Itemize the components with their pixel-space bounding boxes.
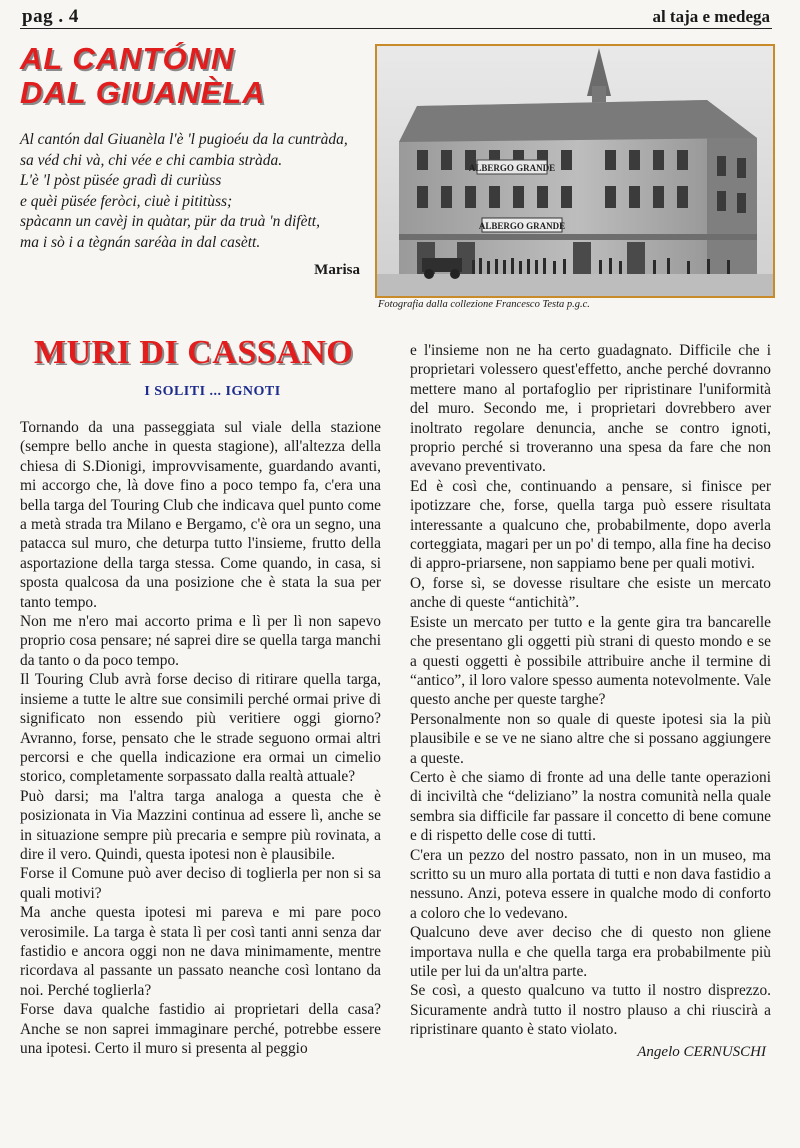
sign-top: ALBERGO GRANDE	[468, 163, 556, 173]
paragraph: Ma anche questa ipotesi mi pareva e mi pare poco verosimile. La targa è stata lì per così tanti anni senza dar fastidio e ancora oggi non ne dava minimamente, mentre ricordava al passante un passato neanche così lontano da noi. Perché toglierla?	[20, 904, 381, 999]
poem-line: sa véd chi và, chi vée e chi cambia stràda.	[20, 151, 283, 169]
magazine-name: al taja e medega	[652, 7, 770, 26]
poem-line: Al cantón dal Giuanèla l'è 'l pugioéu da la cuntràda,	[20, 131, 348, 148]
sign-bottom: ALBERGO GRANDE	[478, 221, 566, 231]
cantonn-title-line1: AL CANTÓNN	[20, 41, 235, 76]
article-title: MURI DI CASSANO	[34, 334, 354, 371]
article-author: Angelo CERNUSCHI	[637, 1044, 766, 1060]
paragraph: Forse il Comune può aver deciso di toglierla per non si sa quali motivi?	[20, 865, 381, 902]
paragraph: Personalmente non so quale di queste ipotesi sia la più plausibile e se ve ne siano altre che si possano aggiungere a queste.	[410, 710, 771, 767]
paragraph: Qualcuno deve aver deciso che di questo non gliene importava nulla e che quella targa era probabilmente più utile per lui da un'altra parte.	[410, 924, 771, 980]
paragraph: e l'insieme non ne ha certo guadagnato. Difficile che i proprietari volessero quest'effetto, anche perché dovranno mettere mano al portafoglio per ripristinare l'uniformità del muro. Secondo me, i proprietari dovrebbero aver inoltrato regolare denuncia, anche se contro ignoti, proprio perché si troveranno una spesa da fare che non avevano preventivato.	[410, 342, 771, 476]
cantonn-title	[20, 42, 360, 110]
poem-line: L'è 'l pòst püsée gradì di curiùss	[20, 172, 222, 189]
poem-line: ma i sò i a tègnán saréàa in dal casètt.	[20, 233, 261, 251]
hotel-building-illustration	[377, 46, 773, 296]
cantonn-title-line2: DAL GIUANÈLA	[20, 75, 266, 110]
paragraph: Tornando da una passeggiata sul viale della stazione (sempre bello anche in questa stagione), all'altezza della chiesa di S.Dionigi, improvvisamente, guardando avanti, mi accorgo che, là dove fino a poco tempo fa, c'era una bella targa del Touring Club che indicava quel punto come a metà strada tra Milano e Bergamo, c'è ora un segno, una patacca sul muro, che deturpa tutto l'insieme, frutto della asportazione della targa stessa. Come quando, in casa, si sposta qualcosa da una posizione che è stata la sua per tanto tempo.	[20, 419, 381, 611]
paragraph: O, forse sì, se dovesse risultare che esiste un mercato anche di queste “antichità”.	[410, 574, 771, 612]
paragraph: Ed è così che, continuando a pensare, si finisce per ipotizzare che, forse, quella targa può essere risultata interessante a qualcuno che, probabilmente, dopo averla corteggiata, magari per un po' di tempo, alla fine ha deciso di appro-priarsene, non sappiamo bene per quali motivi.	[410, 477, 771, 573]
paragraph: Non me n'ero mai accorto prima e lì per lì non sapevo proprio cosa pensare; né saprei dire se quella targa manchi da tanto o da poco tempo.	[20, 613, 381, 669]
article-column-2	[410, 341, 771, 1040]
paragraph: Forse dava qualche fastidio ai proprietari della casa? Anche se non saprei immaginare perché, potrebbe essere una ipotesi. Certo il muro si presenta al peggio	[20, 1001, 381, 1057]
article-subtitle: I SOLITI ... IGNOTI	[144, 384, 281, 399]
paragraph: C'era un pezzo del nostro passato, non in un museo, ma scritto su un muro alla portata di tutti e non dava fastidio a nessuno. Anzi, poteva essere in qualche modo di conforto a coloro che lo vedevano.	[410, 846, 771, 922]
article-column-1	[20, 418, 381, 1058]
poem	[20, 130, 365, 253]
paragraph: Se così, a questo qualcuno va tutto il nostro disprezzo. Sicuramente andrà tutto il nostro plauso a chi riuscirà a ripristinare quanto è stato violato.	[410, 982, 771, 1039]
poem-signature: Marisa	[314, 262, 360, 278]
paragraph: Esiste un mercato per tutto e la gente gira tra bancarelle che presentano gli oggetti più strani di questo mondo e se a questi oggetti è possibile attribuire anche il termine di “antico”, il loro valore spesso aumenta notevolmente. Vale questo anche per queste targhe?	[410, 613, 771, 709]
paragraph: Può darsi; ma l'altra targa analoga a questa che è posizionata in Via Mazzini continua ad essere lì, anche se in situazione sempre più precaria e sempre più rovinata, a dire il vero. Quindi, questa ipotesi non è plausibile.	[20, 787, 381, 863]
historic-photo	[375, 44, 775, 298]
paragraph: Il Touring Club avrà forse deciso di ritirare quella targa, insieme a tutte le altre sue consimili perché ormai prive di significato non essendo più veritiere oggi giorno? Avranno, forse, pensato che le strade seguono ormai altri percorsi e che quella indicazione era ormai un cimelio storico, completamente sorpassato dalla realtà attuale?	[20, 671, 381, 786]
poem-line: spàcann un cavèj in quàtar, pür da truà 'n difètt,	[20, 213, 320, 230]
poem-line: e quèi püsée feròci, ciuè i pititùss;	[20, 192, 233, 210]
page-number: pag . 4	[22, 6, 79, 27]
paragraph: Certo è che siamo di fronte ad una delle tante operazioni di inciviltà che “deliziano” la nostra comunità nella quale sembra sia difficile far passare il concetto di bene comune e di rispetto delle cose di tutti.	[410, 768, 771, 845]
photo-caption: Fotografia dalla collezione Francesco Testa p.g.c.	[378, 299, 590, 310]
page-header	[20, 6, 772, 29]
